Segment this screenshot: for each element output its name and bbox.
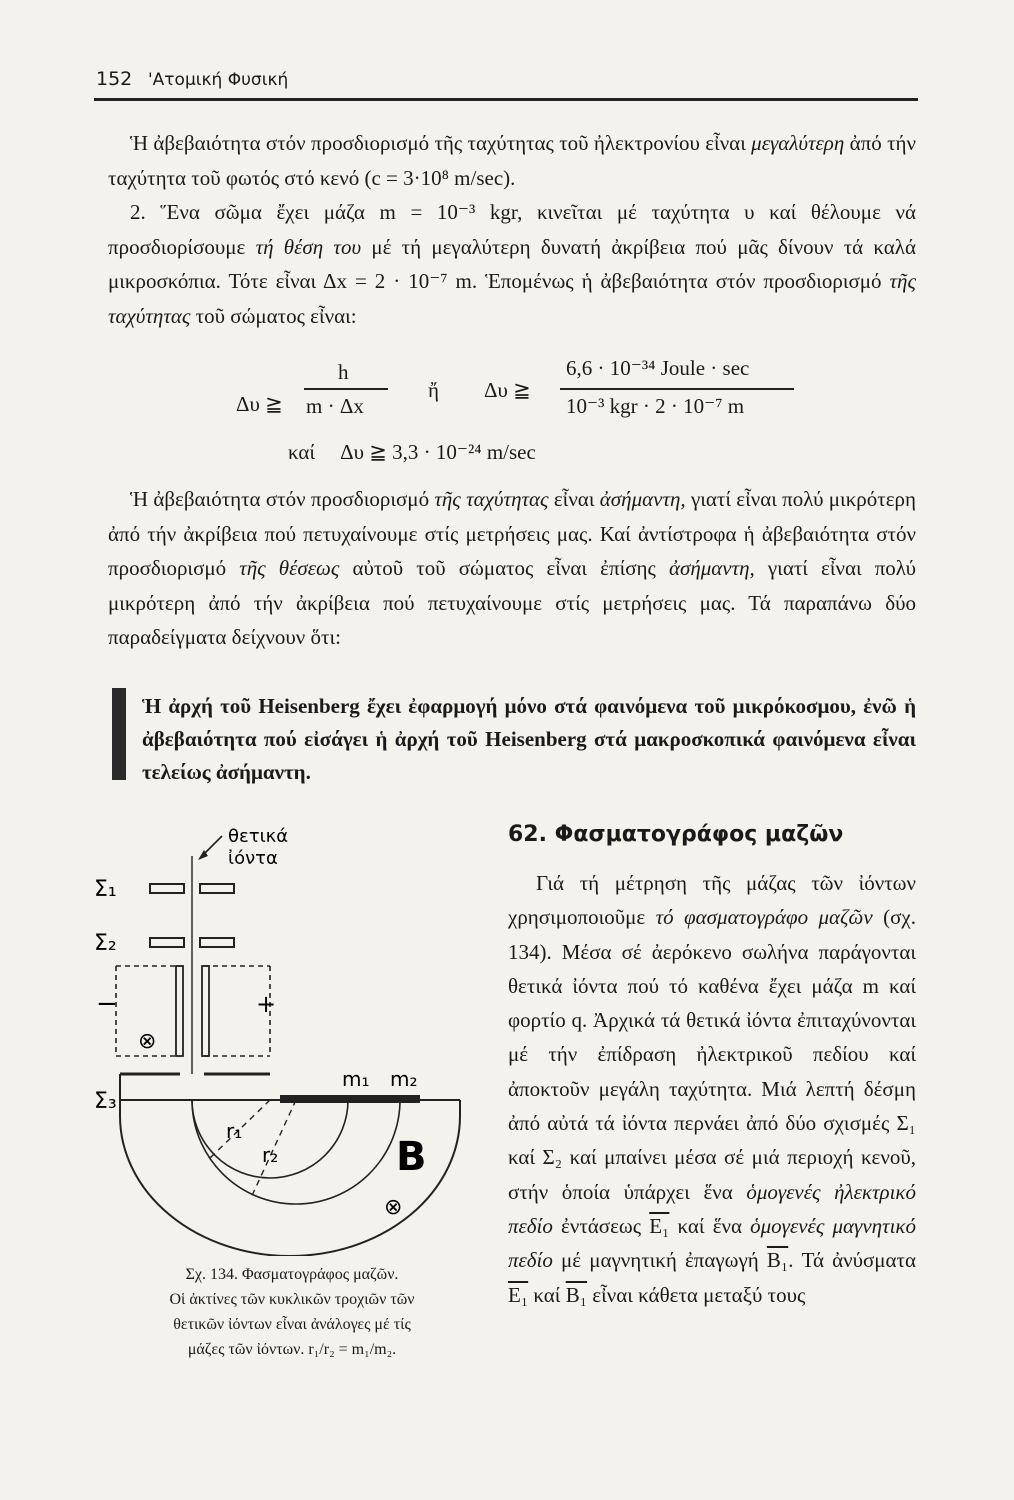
vector-e1: E₁ (649, 1213, 670, 1238)
plus-sign: + (256, 990, 277, 1018)
conclusion-text-4: αὐτοῦ τοῦ σώματος εἶναι ἐπίσης (339, 556, 669, 581)
mass-spectrograph-figure (80, 816, 480, 1256)
vector-e1-b: E₁ (508, 1282, 529, 1307)
intro-text-1: Ἡ ἀβεβαιότητα στόν προσδιορισμό τῆς ταχύτητας τοῦ ἠλεκτρονίου εἶναι (130, 131, 752, 155)
slit-s1-label: Σ₁ (94, 877, 117, 902)
magnetic-field-symbol: ⊗ (138, 1029, 157, 1054)
minus-sign: − (96, 989, 118, 1019)
fraction-bar-1 (304, 388, 388, 390)
fraction-bar-2 (560, 388, 794, 390)
conclusion-text-1: Ἡ ἀβεβαιότητα στόν προσδιορισμό (130, 487, 435, 511)
section-emph-b: ὁμογενές ἠλεκτρικό πεδίο (508, 1179, 916, 1238)
intro-emphasis: μεγαλύτερη (751, 131, 845, 155)
ions-label-1: θετικά (228, 826, 289, 847)
header-rule (94, 98, 918, 101)
formula-den-1: m · Δx (306, 394, 364, 418)
vector-b1-b: B₁ (565, 1282, 588, 1307)
caption-line-3: θετικῶν ἰόντων εἶναι ἀνάλογες μέ τίς (173, 1316, 411, 1333)
slit-s1-left (150, 884, 184, 893)
formula-lhs-2: Δυ ≧ (484, 378, 531, 402)
formula-num-2: 6,6 · 10⁻³⁴ Joule · sec (566, 356, 750, 380)
conclusion-text-3: γιατί εἶναι πολύ μικρότερη ἀπό τήν ἀκρίβεια πού πετυχαίνουμε στίς μετρήσεις μας. Καί ἀντίστροφα ἡ ἀβεβαιότητα στόν προσδιορισμό (108, 487, 916, 581)
conclusion-paragraph (108, 482, 916, 655)
mass-m2-label: m₂ (390, 1067, 418, 1091)
caption-line-1: Σχ. 134. Φασματογράφος μαζῶν. (185, 1266, 399, 1283)
conclusion-emph-4: ἀσήμαντη, (668, 556, 755, 581)
formula-or: ἤ (428, 378, 439, 402)
caption-line-4: μάζες τῶν ἰόντων. r₁/r₂ = m₁/m₂. (187, 1341, 397, 1358)
section-text-g: καί (528, 1282, 566, 1307)
magnetic-field-symbol-2: ⊗ (384, 1195, 403, 1220)
intro-paragraph (108, 126, 916, 334)
example-2-text-a: 2. Ἕνα σῶμα ἔχει μάζα m = 10⁻³ kgr, κινεῖται μέ ταχύτητα υ καί θέλουμε νά προσδιορίσουμε (108, 200, 916, 259)
example-2-emphasis-a: τή θέση του (255, 234, 362, 259)
section-title: 62. Φασματογράφος μαζῶν (508, 822, 844, 847)
section-body (508, 866, 916, 1312)
formula-lhs-1: Δυ ≧ (236, 392, 283, 416)
section-text-b: (σχ. 134). Μέσα σέ ἀερόκενο σωλήνα παράγονται θετικά ἰόντα πού τό καθένα ἔχει μάζα m καί φορτίο q. Ἀρχικά τά θετικά ἰόντα ἐπιταχύνονται μέ τήν ἐπίδραση ἠλεκτρικοῦ πεδίου καί ἀποκτοῦν μεγάλη ταχύτητα. Μιά λεπτή δέσμη ἀπό αὐτά τά ἰόντα περνάει ἀπό δύο σχισμές Σ₁ καί Σ₂ καί μπαίνει μέσα σέ μιά περιοχή κενοῦ, στήν ὁποία ὑπάρχει ἕνα (508, 905, 916, 1204)
plate-negative (176, 966, 183, 1056)
section-emph-a: τό φασματογράφο μαζῶν (655, 905, 873, 930)
running-title: 'Ατομική Φυσική (148, 70, 289, 90)
slit-s2-right (200, 938, 234, 947)
conclusion-text-2: εἶναι (548, 487, 600, 511)
section-text-e: μέ μαγνητική ἐπαγωγή (552, 1248, 767, 1273)
slit-s1-right (200, 884, 234, 893)
formula-num-1: h (338, 360, 349, 384)
highlight-marker (112, 688, 126, 780)
radius-r1-label: r₁ (226, 1119, 243, 1143)
photographic-plate (280, 1095, 420, 1103)
example-2-emphasis-b: τῆς ταχύτητας (108, 269, 916, 328)
magnetic-field-label: B (396, 1134, 427, 1180)
heisenberg-highlight: Ἡ ἀρχή τοῦ Heisenberg ἔχει ἐφαρμογή μόνο στά φαινόμενα τοῦ μικρόκοσμου, ἐνῶ ἡ ἀβεβαιότητα πού εἰσάγει ἡ ἀρχή τοῦ Heisenberg στά μακροσκοπικά φαινόμενα εἶναι τελείως ἀσήμαντη. (142, 694, 916, 784)
page-number: 152 (96, 68, 133, 90)
conclusion-emph-2: ἀσήμαντη, (599, 487, 686, 511)
section-text-h: εἶναι κάθετα μεταξύ τους (587, 1282, 806, 1307)
conclusion-emph-3: τῆς θέσεως (239, 556, 340, 581)
example-2-paragraph (108, 195, 916, 333)
plate-positive (202, 966, 209, 1056)
mass-m1-label: m₁ (342, 1067, 370, 1091)
conclusion-text-5: γιατί εἶναι πολύ μικρότερη ἀπό τήν ἀκρίβεια πού πετυχαίνουμε στίς μετρήσεις μας. Τά παραπάνω δύο παραδείγματα δείχνουν ὅτι: (108, 556, 917, 650)
formula-result: καί Δυ ≧ 3,3 · 10⁻²⁴ m/sec (288, 440, 536, 464)
section-text-a: Γιά τή μέτρηση τῆς μάζας τῶν ἰόντων χρησιμοποιοῦμε (508, 871, 916, 930)
ions-label-2: ἰόντα (228, 848, 278, 869)
example-2-text-c: τοῦ σώματος εἶναι: (190, 303, 357, 328)
radius-r2-label: r₂ (262, 1143, 279, 1167)
trajectory-m2 (192, 1100, 400, 1204)
section-text-c: ἐντάσεως (552, 1213, 650, 1238)
slit-s2-label: Σ₂ (94, 931, 117, 956)
example-2-text-b: μέ τή μεγαλύτερη δυνατή ἀκρίβεια πού μᾶς δίνουν τά καλά μικροσκόπια. Τότε εἶναι Δx = 2 · 10⁻⁷ m. Ἑπομένως ἡ ἀβεβαιότητα στόν προσδιορισμό (108, 234, 916, 294)
page-header (96, 64, 918, 96)
section-text-f: . Τά ἀνύσματα (788, 1248, 916, 1273)
slit-s3-label: Σ₃ (94, 1089, 117, 1114)
figure-caption (92, 1262, 492, 1362)
formula-den-2: 10⁻³ kgr · 2 · 10⁻⁷ m (566, 394, 745, 418)
section-emph-c: ὁμογενές μαγνητικό πεδίο (508, 1213, 916, 1273)
vector-b1: B₁ (766, 1248, 789, 1273)
intro-text-2: ἀπό τήν ταχύτητα τοῦ φωτός στό κενό (c = 3·10⁸ m/sec). (108, 131, 916, 190)
conclusion-emph-1: τῆς ταχύτητας (434, 487, 549, 511)
slit-s2-left (150, 938, 184, 947)
section-text-d: καί ἕνα (669, 1213, 751, 1238)
caption-line-2: Οἱ ἀκτίνες τῶν κυκλικῶν τροχιῶν τῶν (169, 1291, 415, 1308)
